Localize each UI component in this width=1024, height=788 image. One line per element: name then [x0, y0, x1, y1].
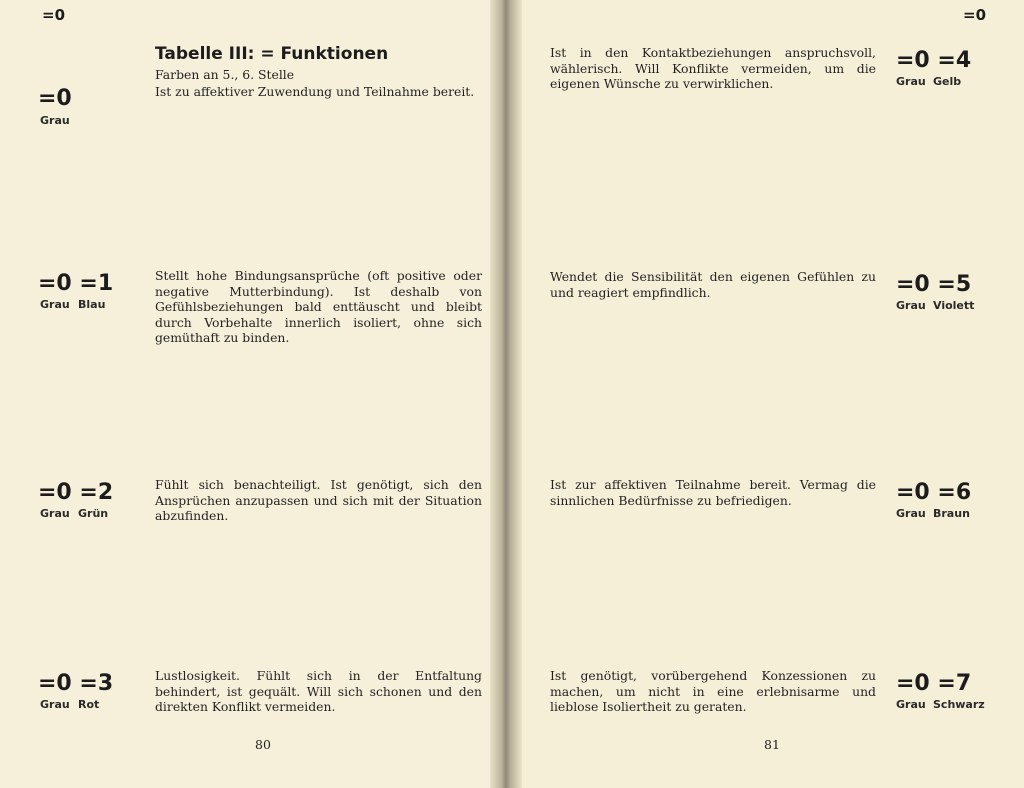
book-gutter: [490, 0, 522, 788]
color-code: =0 =7: [896, 671, 972, 696]
color-label-violett: Violett: [933, 299, 975, 312]
page-number-left: 80: [255, 737, 271, 752]
entry-text: Lustlosigkeit. Fühlt sich in der Entfaltung behindert, ist gequält. Will sich schonen und den direkten Konflikt vermeiden.: [155, 668, 482, 714]
color-code: =0 =1: [38, 271, 114, 296]
color-code: =0 =4: [896, 48, 972, 73]
corner-code-left: =0: [42, 6, 66, 24]
table-heading: Tabelle III: = Funktionen: [155, 44, 389, 64]
color-code: =0 =3: [38, 671, 114, 696]
entry-text: Ist zu affektiver Zuwendung und Teilnahme bereit.: [155, 84, 475, 99]
color-label-gelb: Gelb: [933, 75, 962, 88]
color-label-grau: Grau: [896, 299, 926, 312]
color-label-grau: Grau: [896, 698, 926, 711]
page-number-right: 81: [764, 737, 780, 752]
color-code: =0 =6: [896, 480, 972, 505]
entry-text: Ist zur affektiven Teilnahme bereit. Vermag die sinnlichen Bedürfnisse zu befriedigen.: [550, 477, 876, 508]
color-label-grau: Grau: [40, 114, 70, 127]
color-label-braun: Braun: [933, 507, 970, 520]
color-label-grau: Grau: [896, 507, 926, 520]
entry-text: Fühlt sich benachteiligt. Ist genötigt, sich den Ansprüchen anzupassen und sich mit der Situation abzufinden.: [155, 477, 482, 523]
corner-code-right: =0: [963, 6, 987, 24]
entry-text: Ist in den Kontaktbeziehungen anspruchsvoll, wählerisch. Will Konflikte vermeiden, um die eigenen Wünsche zu verwirklichen.: [550, 45, 876, 91]
color-label-rot: Rot: [78, 698, 100, 711]
color-label-grau: Grau: [40, 698, 70, 711]
color-code: =0 =5: [896, 272, 972, 297]
color-code: =0: [38, 86, 72, 111]
color-label-grau: Grau: [40, 298, 70, 311]
color-label-blau: Blau: [78, 298, 106, 311]
entry-text: Wendet die Sensibilität den eigenen Gefühlen zu und reagiert empfindlich.: [550, 269, 876, 300]
entry-text: Stellt hohe Bindungsansprüche (oft positive oder negative Mutterbindung). Ist deshalb von Gefühlsbeziehungen bald enttäuscht und bleibt durch Vorbehalte innerlich isoliert, ohne sich gemüthaft zu binden.: [155, 268, 482, 345]
color-code: =0 =2: [38, 480, 114, 505]
entry-text: Ist genötigt, vorübergehend Konzessionen zu machen, um nicht in eine erlebnisarme und lieblose Isoliertheit zu geraten.: [550, 668, 876, 714]
color-label-schwarz: Schwarz: [933, 698, 985, 711]
table-subheading: Farben an 5., 6. Stelle: [155, 67, 295, 82]
color-label-grau: Grau: [896, 75, 926, 88]
color-label-gruen: Grün: [78, 507, 109, 520]
color-label-grau: Grau: [40, 507, 70, 520]
